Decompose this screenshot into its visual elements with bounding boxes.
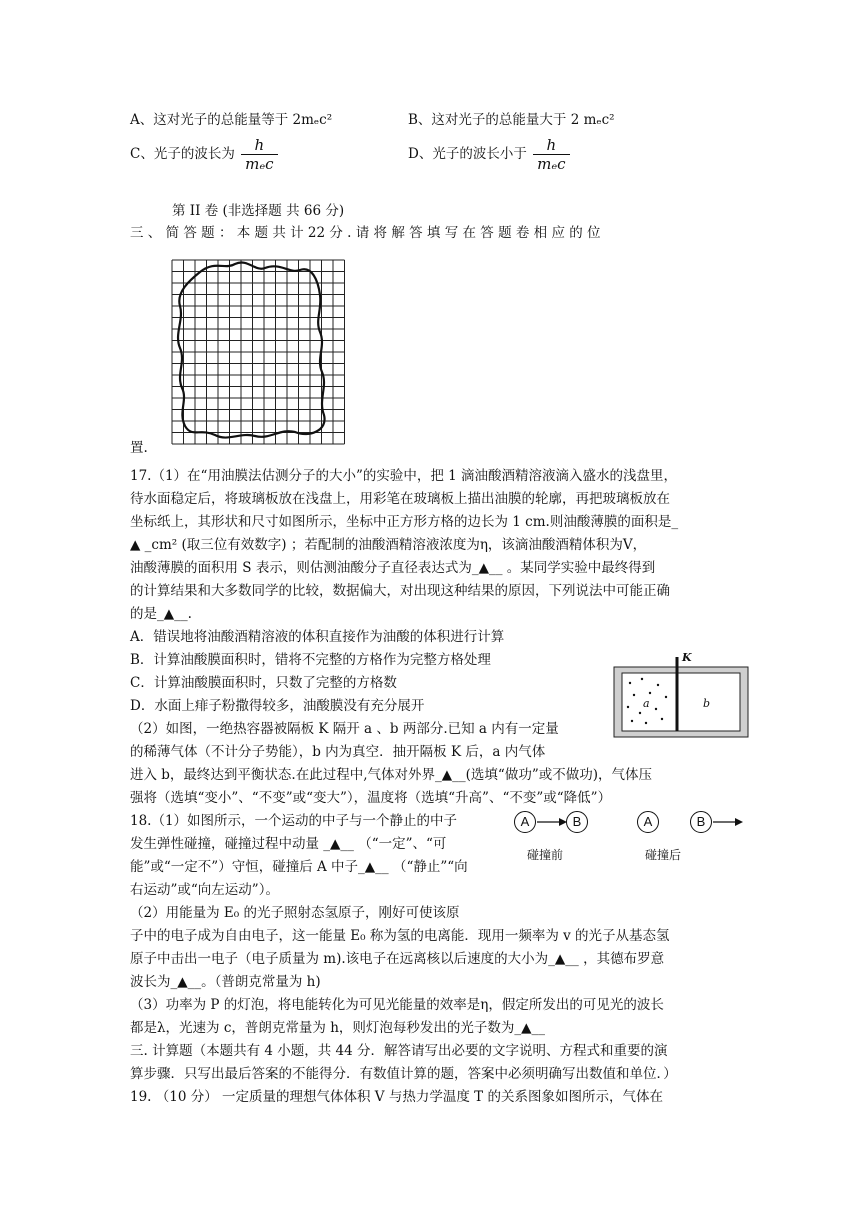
- fraction-numerator: h: [241, 136, 277, 155]
- oil-film-grid-figure: [140, 250, 355, 455]
- container-label-b: b: [703, 697, 711, 710]
- neutron-b-after: B: [690, 811, 712, 833]
- section3-tail: 置.: [130, 440, 148, 456]
- fraction-h-over-mec-2: [533, 136, 569, 173]
- q17-line4: ▲ _cm² (取三位有效数字) ；若配制的油酸酒精溶液浓度为η，该滴油酸酒精体积为V，: [130, 537, 647, 553]
- fraction-denominator: mₑc: [245, 155, 274, 173]
- container-label-a: a: [643, 697, 650, 710]
- q18-line1: 18.（1）如图所示，一个运动的中子与一个静止的中子: [130, 813, 458, 829]
- calc-section-line1: 三. 计算题（本题共有 4 小题，共 44 分．解答请写出必要的文字说明、方程式和重要的演: [130, 1043, 668, 1059]
- q17-line6: 的计算结果和大多数同学的比较，数据偏大，对出现这种结果的原因，下列说法中可能正确: [130, 583, 670, 599]
- label-before-collision: 碰撞前: [527, 848, 564, 862]
- q17-line2: 待水面稳定后，将玻璃板放在浅盘上，用彩笔在玻璃板上描出油膜的轮廓，再把玻璃板放在: [130, 491, 670, 507]
- q18-line2: 发生弹性碰撞，碰撞过程中动量 _▲__ （“一定”、“可: [130, 836, 447, 852]
- q17-part2-line3: 进入 b，最终达到平衡状态.在此过程中,气体对外界_▲__(选填“做功”或不做功)，气体压: [130, 767, 652, 783]
- neutron-b-before: B: [566, 811, 588, 833]
- arrow-right-icon: [537, 816, 567, 828]
- q17-line1: 17.（1）在“用油膜法估测分子的大小”的实验中，把 1 滴油酸酒精溶液滴入盛水的浅盘里，: [130, 468, 678, 484]
- section3-header: 三 、 简 答 题 ： 本 题 共 计 22 分 . 请 将 解 答 填 写 在 答 题 卷 相 应 的 位: [130, 225, 601, 241]
- container-label-k: K: [682, 651, 692, 664]
- neutron-a-before: A: [514, 811, 536, 833]
- q18-part3-line2: 都是λ，光速为 c，普朗克常量为 h，则灯泡每秒发出的光子数为_▲__: [130, 1020, 546, 1036]
- label-after-collision: 碰撞后: [645, 848, 682, 862]
- option-b: B、这对光子的总能量大于 2 mₑc²: [408, 112, 615, 128]
- insulated-container-figure: [612, 655, 752, 740]
- neutron-a-after: A: [637, 811, 659, 833]
- q18-part3-line1: （3）功率为 P 的灯泡，将电能转化为可见光能量的效率是η，假定所发出的可见光的波长: [130, 997, 664, 1013]
- q18-part2-line3: 原子中击出一电子（电子质量为 m).该电子在远离核以后速度的大小为_▲__ ，其德布罗意: [130, 951, 665, 967]
- option-c-text: C、光子的波长为: [130, 146, 235, 162]
- q17-option-b: B．计算油酸膜面积时，错将不完整的方格作为完整方格处理: [130, 652, 491, 668]
- q17-option-d: D．水面上痱子粉撒得较多，油酸膜没有充分展开: [130, 698, 425, 714]
- q17-line7: 的是_▲__.: [130, 606, 192, 622]
- calc-section-line2: 算步骤．只写出最后答案的不能得分．有数值计算的题，答案中必须明确写出数值和单位．）: [130, 1066, 677, 1082]
- section2-title: 第 II 卷 (非选择题 共 66 分): [172, 203, 345, 219]
- q17-part2-line1: （2）如图，一绝热容器被隔板 K 隔开 a 、b 两部分.已知 a 内有一定量: [130, 721, 559, 737]
- q17-part2-line2: 的稀薄气体（不计分子势能），b 内为真空．抽开隔板 K 后，a 内气体: [130, 744, 546, 760]
- option-d-text: D、光子的波长小于: [408, 146, 527, 162]
- q18-part2-line1: （2）用能量为 E₀ 的光子照射态氢原子，刚好可使该原: [130, 905, 460, 921]
- q17-option-c: C．计算油酸膜面积时，只数了完整的方格数: [130, 675, 397, 691]
- q18-line4: 右运动”或“向左运动”）。: [130, 882, 279, 898]
- q17-line3: 坐标纸上，其形状和尺寸如图所示，坐标中正方形方格的边长为 1 cm.则油酸薄膜的面积是_: [130, 514, 679, 530]
- fraction-numerator-2: h: [533, 136, 569, 155]
- fraction-h-over-mec: [241, 136, 277, 173]
- option-a: A、这对光子的总能量等于 2mₑc²: [130, 112, 333, 128]
- q17-option-a: A．错误地将油酸酒精溶液的体积直接作为油酸的体积进行计算: [130, 629, 505, 645]
- q17-line5: 油酸薄膜的面积用 S 表示，则估测油酸分子直径表达式为_▲__ 。某同学实验中最终得到: [130, 560, 656, 576]
- q18-line3: 能”或“一定不”）守恒，碰撞后 A 中子_▲__ （“静止”“向: [130, 859, 468, 875]
- q18-part2-line4: 波长为_▲__。（普朗克常量为 h): [130, 974, 321, 990]
- arrow-right-icon-after: [713, 816, 743, 828]
- q17-part2-line4: 强将（选填“变小”、“不变”或“变大”），温度将（选填“升高”、“不变”或“降低”）: [130, 790, 612, 806]
- option-d: [408, 136, 570, 173]
- q18-part2-line2: 子中的电子成为自由电子，这一能量 E₀ 称为氢的电离能．现用一频率为 v 的光子从基态氢: [130, 928, 670, 944]
- fraction-denominator-2: mₑc: [537, 155, 566, 173]
- q19-line1: 19. （10 分） 一定质量的理想气体体积 V 与热力学温度 T 的关系图象如图所示，气体在: [130, 1089, 663, 1105]
- option-c: [130, 136, 278, 173]
